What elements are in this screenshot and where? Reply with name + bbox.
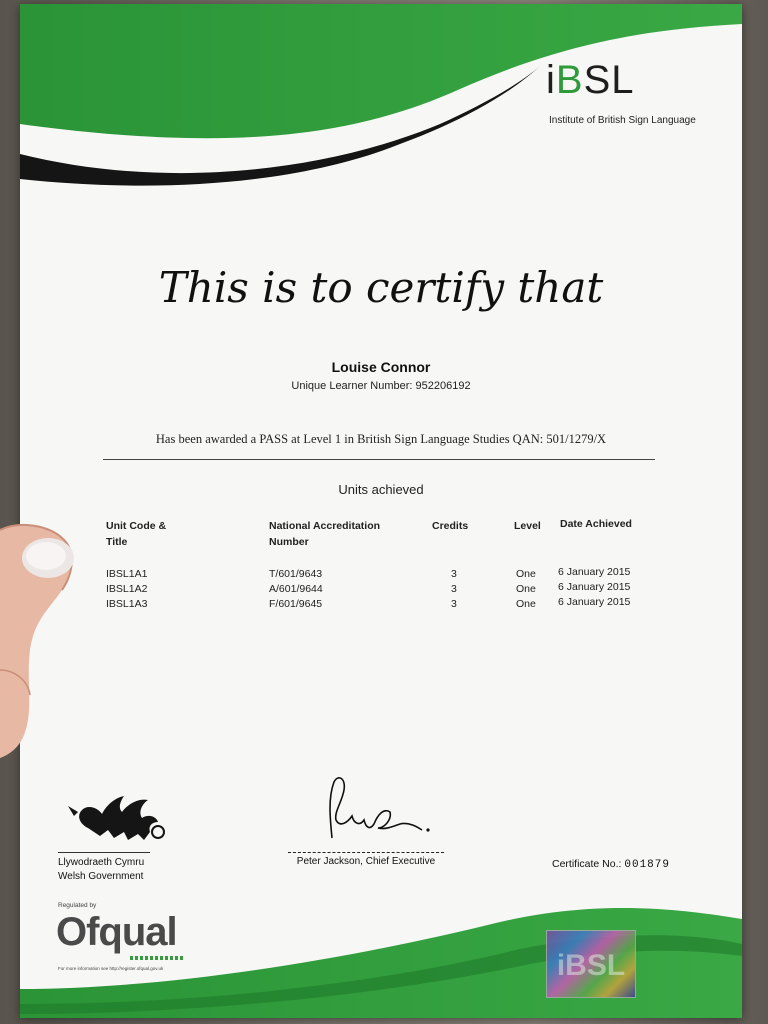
cell-level: One [516, 583, 536, 595]
cell-credits: 3 [451, 568, 457, 580]
welsh-dragon-icon [58, 784, 168, 850]
learner-name: Louise Connor [331, 359, 431, 375]
signatory-name: Peter Jackson, Chief Executive [296, 856, 436, 867]
divider-rule [103, 459, 655, 460]
handwritten-signature [312, 768, 442, 848]
hologram-text: iBSL [556, 949, 626, 982]
header-nat-line1: National Accreditation [269, 520, 381, 532]
units-achieved-title: Units achieved [338, 482, 424, 497]
award-statement: Has been awarded a PASS at Level 1 in British Sign Language Studies QAN: 501/1279/X [155, 432, 607, 446]
unique-learner-number: Unique Learner Number: 952206192 [291, 380, 471, 392]
header-level: Level [514, 520, 541, 532]
certificate-number-value: 001879 [624, 859, 670, 871]
signature-line [288, 852, 444, 853]
ofqual-logo: Ofqual [56, 910, 177, 954]
cell-unit: IBSL1A2 [106, 583, 148, 595]
certify-headline: This is to certify that [158, 263, 604, 312]
ofqual-small-print: For more information see http://register.ofqual.gov.uk [58, 966, 164, 971]
logo-mark-prefix: i [546, 58, 556, 102]
hologram-seal [546, 930, 636, 998]
certificate-label: Certificate No.: [552, 858, 622, 870]
header-unit-code [106, 518, 166, 550]
ibsl-logo [546, 60, 635, 100]
certificate-paper [20, 4, 742, 1018]
hand-thumb [0, 520, 90, 760]
certificate-number [552, 858, 670, 871]
header-national-accreditation [269, 518, 380, 550]
welsh-government-label [58, 856, 144, 884]
cell-nat: A/601/9644 [269, 583, 323, 595]
cell-level: One [516, 568, 536, 580]
ofqual-dots-decoration [130, 956, 184, 960]
header-nat-line2: Number [269, 536, 309, 548]
logo-mark-suffix: SL [583, 58, 635, 102]
logo-subtitle: Institute of British Sign Language [549, 115, 696, 126]
header-unit-line1: Unit Code & [106, 520, 167, 532]
header-unit-line2: Title [106, 536, 128, 548]
cell-level: One [516, 598, 536, 610]
cell-date: 6 January 2015 [558, 581, 631, 593]
cell-date: 6 January 2015 [558, 566, 631, 578]
header-date-achieved: Date Achieved [560, 518, 632, 530]
regulated-by-label: Regulated by [58, 902, 97, 909]
cell-credits: 3 [451, 598, 457, 610]
welsh-gov-line2: Welsh Government [58, 871, 144, 882]
logo-mark-b: B [555, 58, 584, 102]
cell-unit: IBSL1A3 [106, 598, 148, 610]
welsh-gov-rule [58, 852, 150, 853]
cell-nat: F/601/9645 [269, 598, 323, 610]
cell-unit: IBSL1A1 [106, 568, 148, 580]
cell-nat: T/601/9643 [269, 568, 323, 580]
cell-date: 6 January 2015 [558, 596, 631, 608]
header-credits: Credits [432, 520, 469, 532]
cell-credits: 3 [451, 583, 457, 595]
welsh-gov-line1: Llywodraeth Cymru [58, 857, 145, 868]
